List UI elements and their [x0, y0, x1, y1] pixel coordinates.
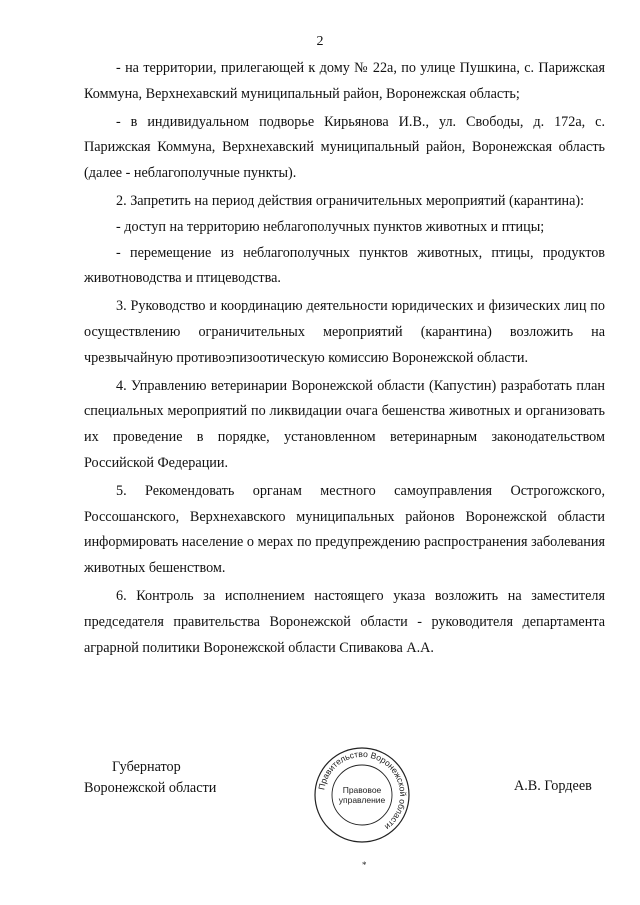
document-body: [84, 56, 605, 661]
paragraph-household: - в индивидуальном подворье Кирьянова И.В., ул. Свободы, д. 172а, с. Парижская Коммуна, Верхнехавский муниципальный район, Воронежская область (далее - неблагополучные пункты).: [84, 113, 605, 182]
paragraph-territory: - на территории, прилегающей к дому № 22а, по улице Пушкина, с. Парижская Коммуна, Верхнехавский муниципальный район, Воронежская область;: [84, 60, 605, 102]
position-line-2: Воронежской области: [84, 780, 217, 796]
page-number: 2: [316, 34, 324, 49]
paragraph-item-5: 5. Рекомендовать органам местного самоуправления Острогожского, Россошанского, Верхнехавского муниципальных районов Воронежской области информировать население о мерах по предупреждению распространения заболевания животных бешенством.: [84, 482, 605, 577]
signatory-position: [84, 757, 216, 799]
seal-center: [312, 745, 412, 845]
seal-star-icon: *: [362, 860, 367, 870]
seal-center-line-1: Правовое: [342, 785, 382, 795]
position-line-1: Губернатор: [112, 759, 181, 775]
paragraph-item-3: 3. Руководство и координацию деятельности юридических и физических лиц по осуществлению ограничительных мероприятий (карантина) возложить на чрезвычайную противоэпизоотическую комиссию Воронежской области.: [84, 298, 605, 366]
paragraph-access-ban: - доступ на территорию неблагополучных пунктов животных и птицы;: [116, 218, 545, 235]
svg-text:Правительство Воронежской обла: Правительство Воронежской области: [316, 748, 409, 833]
seal-center-line-2: управление: [338, 795, 386, 805]
paragraph-item-6: 6. Контроль за исполнением настоящего указа возложить на заместителя председателя правительства Воронежской области - руководителя департамента аграрной политики Воронежской области Спивакова А.А.: [84, 587, 605, 656]
paragraph-movement-ban: - перемещение из неблагополучных пунктов животных, птицы, продуктов животноводства и птицеводства.: [84, 244, 605, 287]
paragraph-item-2: 2. Запретить на период действия ограничительных мероприятий (карантина):: [116, 192, 585, 209]
signatory-name: А.В. Гордеев: [514, 778, 592, 794]
paragraph-item-4: 4. Управлению ветеринарии Воронежской области (Капустин) разработать план специальных мероприятий по ликвидации очага бешенства животных и организовать их проведение в порядке, установленном ветеринарным законодательством Российской Федерации.: [84, 377, 605, 471]
